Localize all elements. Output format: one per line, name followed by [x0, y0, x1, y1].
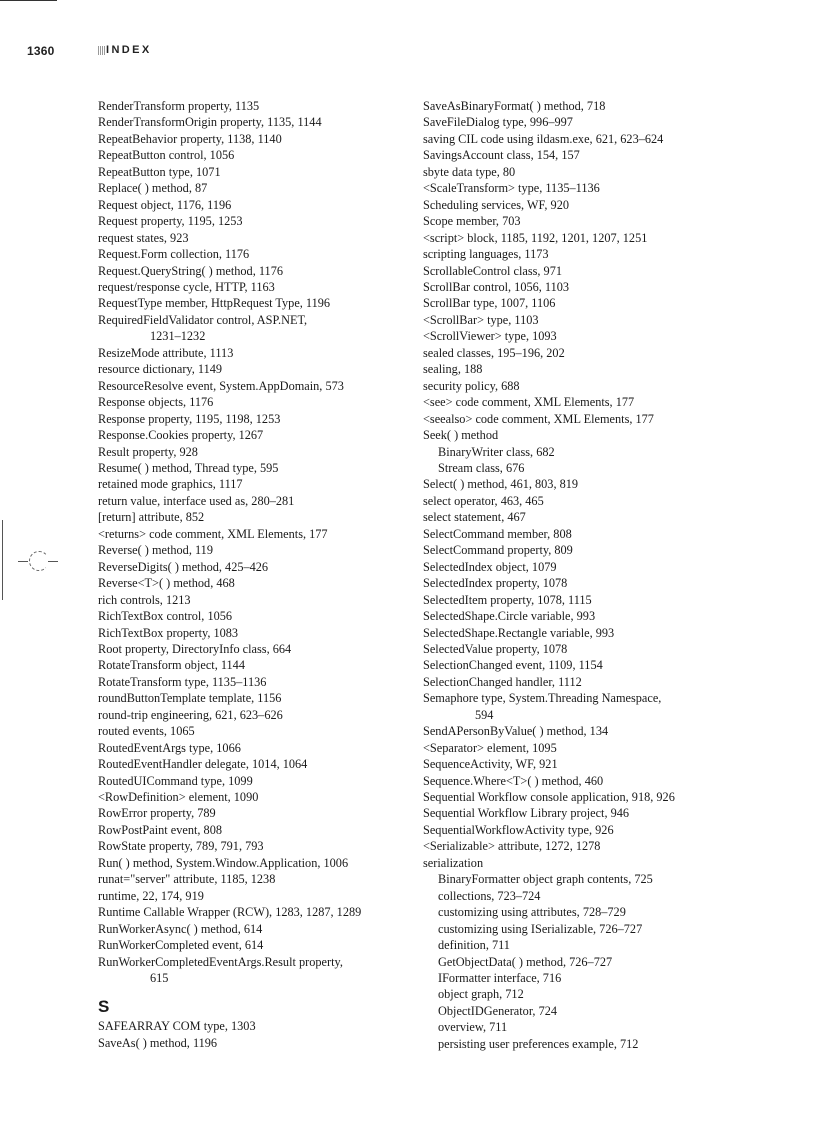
- index-subentry: [423, 904, 723, 920]
- index-entry: [423, 559, 723, 575]
- index-entry: [423, 114, 723, 130]
- index-entry: [98, 756, 418, 772]
- index-entry: [423, 625, 723, 641]
- entry-text: Root property, DirectoryInfo class, 664: [98, 641, 292, 656]
- index-entry: [98, 460, 418, 476]
- index-entry: [98, 789, 418, 805]
- entry-text: RoutedUICommand type, 1099: [98, 773, 253, 788]
- entry-text: SavingsAccount class, 154, 157: [423, 148, 580, 163]
- entry-text: ObjectIDGenerator, 724: [438, 1003, 558, 1018]
- entry-continuation: 594: [475, 707, 494, 722]
- index-subentry: [423, 1019, 723, 1035]
- index-entry: [98, 937, 418, 953]
- entry-text: BinaryFormatter object graph contents, 725: [438, 872, 653, 887]
- entry-text: RowPostPaint event, 808: [98, 822, 222, 837]
- index-entry: [98, 230, 418, 246]
- entry-text: <Separator> element, 1095: [423, 740, 557, 755]
- entry-text: serialization: [423, 855, 484, 870]
- index-entry: [423, 575, 723, 591]
- index-entry: [98, 493, 418, 509]
- index-entry: [98, 378, 418, 394]
- entry-text: Runtime Callable Wrapper (RCW), 1283, 1287, 1289: [98, 905, 362, 920]
- entry-text: ReverseDigits( ) method, 425–426: [98, 559, 269, 574]
- index-entry: [98, 1018, 418, 1034]
- page-number: 1360: [27, 44, 55, 58]
- index-entry: [423, 131, 723, 147]
- index-entry: [423, 509, 723, 525]
- section-title: INDEX: [106, 44, 152, 56]
- index-entry: [423, 230, 723, 246]
- entry-text: retained mode graphics, 1117: [98, 477, 243, 492]
- entry-text: SequenceActivity, WF, 921: [423, 757, 558, 772]
- index-subentry: [423, 986, 723, 1002]
- index-entry: [98, 246, 418, 262]
- entry-text: Sequential Workflow Library project, 946: [423, 806, 630, 821]
- entry-text: Stream class, 676: [438, 460, 525, 475]
- index-subentry: [423, 1036, 723, 1052]
- entry-text: RoutedEventArgs type, 1066: [98, 740, 241, 755]
- index-entry: [423, 147, 723, 163]
- entry-text: RoutedEventHandler delegate, 1014, 1064: [98, 757, 308, 772]
- index-entry: [423, 164, 723, 180]
- entry-text: RowState property, 789, 791, 793: [98, 839, 264, 854]
- entry-text: Reverse<T>( ) method, 468: [98, 576, 235, 591]
- entry-text: BinaryWriter class, 682: [438, 444, 555, 459]
- entry-text: RotateTransform type, 1135–1136: [98, 674, 267, 689]
- index-entry: [98, 641, 418, 657]
- index-subentry: [423, 970, 723, 986]
- entry-text: Semaphore type, System.Threading Namespace,: [423, 691, 662, 706]
- entry-text: return value, interface used as, 280–281: [98, 493, 295, 508]
- entry-text: RotateTransform object, 1144: [98, 658, 245, 673]
- entry-text: overview, 711: [438, 1020, 508, 1035]
- index-entry: [98, 773, 418, 789]
- entry-text: Scheduling services, WF, 920: [423, 197, 569, 212]
- entry-text: customizing using attributes, 728–729: [438, 905, 626, 920]
- entry-text: security policy, 688: [423, 378, 520, 393]
- entry-text: SelectionChanged handler, 1112: [423, 674, 582, 689]
- index-entry: [98, 855, 418, 871]
- index-subentry: [423, 921, 723, 937]
- index-entry: [98, 625, 418, 641]
- letter-heading-s: S: [98, 997, 110, 1017]
- entry-text: ScrollBar control, 1056, 1103: [423, 279, 570, 294]
- entry-text: request states, 923: [98, 230, 189, 245]
- entry-text: select statement, 467: [423, 510, 526, 525]
- entry-text: Request.Form collection, 1176: [98, 247, 250, 262]
- entry-text: runat="server" attribute, 1185, 1238: [98, 872, 276, 887]
- crop-mark: [0, 520, 62, 600]
- index-subentry: [423, 444, 723, 460]
- index-entry: [423, 690, 723, 723]
- index-entry: [98, 707, 418, 723]
- entry-text: SaveAs( ) method, 1196: [98, 1035, 218, 1050]
- index-subentry: [423, 888, 723, 904]
- entry-text: request/response cycle, HTTP, 1163: [98, 279, 275, 294]
- entry-text: <see> code comment, XML Elements, 177: [423, 395, 635, 410]
- index-entry: [98, 838, 418, 854]
- index-entry: [98, 427, 418, 443]
- index-entry: [423, 773, 723, 789]
- index-subentry: [423, 460, 723, 476]
- entry-text: Run( ) method, System.Window.Application, 1006: [98, 855, 349, 870]
- index-entry: [423, 263, 723, 279]
- index-entry: [98, 805, 418, 821]
- index-entry: [423, 592, 723, 608]
- index-entry: [423, 526, 723, 542]
- index-entry: [98, 114, 418, 130]
- index-entry: [98, 509, 418, 525]
- entry-text: select operator, 463, 465: [423, 493, 544, 508]
- index-entry: [98, 394, 418, 410]
- entry-text: ResizeMode attribute, 1113: [98, 345, 234, 360]
- index-entry: [423, 723, 723, 739]
- entry-text: Seek( ) method: [423, 428, 499, 443]
- entry-text: definition, 711: [438, 938, 510, 953]
- entry-text: Request property, 1195, 1253: [98, 214, 243, 229]
- entry-text: RepeatButton control, 1056: [98, 148, 235, 163]
- entry-text: SendAPersonByValue( ) method, 134: [423, 724, 609, 739]
- index-entry: [423, 674, 723, 690]
- index-entry: [98, 740, 418, 756]
- entry-text: resource dictionary, 1149: [98, 362, 223, 377]
- entry-text: SelectCommand member, 808: [423, 526, 572, 541]
- index-entry: [98, 197, 418, 213]
- index-entry: [423, 427, 723, 443]
- index-subentry: [423, 937, 723, 953]
- index-entry: [423, 476, 723, 492]
- entry-text: Request.QueryString( ) method, 1176: [98, 263, 283, 278]
- entry-text: sbyte data type, 80: [423, 164, 516, 179]
- entry-text: SelectedItem property, 1078, 1115: [423, 592, 592, 607]
- entry-text: SAFEARRAY COM type, 1303: [98, 1019, 256, 1034]
- index-entry: [423, 328, 723, 344]
- index-entry: [98, 131, 418, 147]
- entry-text: Resume( ) method, Thread type, 595: [98, 460, 279, 475]
- entry-text: Sequential Workflow console application, 918, 926: [423, 790, 675, 805]
- entry-continuation: 615: [150, 971, 169, 986]
- top-rule: [0, 0, 57, 1]
- index-entry: [98, 164, 418, 180]
- entry-text: routed events, 1065: [98, 724, 195, 739]
- index-entry: [98, 954, 418, 987]
- index-entry: [98, 312, 418, 345]
- index-entry: [98, 147, 418, 163]
- index-entry: [98, 592, 418, 608]
- index-entry: [423, 180, 723, 196]
- entry-text: Scope member, 703: [423, 214, 521, 229]
- right-entries: [423, 98, 723, 1052]
- entry-text: GetObjectData( ) method, 726–727: [438, 954, 613, 969]
- entry-text: SelectedShape.Rectangle variable, 993: [423, 625, 615, 640]
- page-header: [0, 44, 816, 60]
- index-entry: [98, 476, 418, 492]
- entry-text: <RowDefinition> element, 1090: [98, 790, 259, 805]
- index-entry: [98, 345, 418, 361]
- index-entry: [98, 888, 418, 904]
- entry-text: <seealso> code comment, XML Elements, 177: [423, 411, 654, 426]
- index-entry: [98, 921, 418, 937]
- index-entry: [423, 789, 723, 805]
- index-entry: [98, 608, 418, 624]
- index-entry: [423, 394, 723, 410]
- index-entry: [423, 411, 723, 427]
- index-entry: [98, 279, 418, 295]
- entry-text: Response property, 1195, 1198, 1253: [98, 411, 281, 426]
- entry-text: sealed classes, 195–196, 202: [423, 345, 565, 360]
- index-entry: [98, 526, 418, 542]
- left-s-entries: [98, 1018, 418, 1051]
- index-entry: [423, 608, 723, 624]
- index-entry: [98, 542, 418, 558]
- index-entry: [423, 312, 723, 328]
- index-entry: [423, 295, 723, 311]
- index-entry: [98, 559, 418, 575]
- entry-text: Result property, 928: [98, 444, 198, 459]
- entry-text: Request object, 1176, 1196: [98, 197, 232, 212]
- entry-text: scripting languages, 1173: [423, 247, 549, 262]
- left-column: [98, 98, 418, 1051]
- entry-text: SelectionChanged event, 1109, 1154: [423, 658, 603, 673]
- entry-text: RichTextBox property, 1083: [98, 625, 239, 640]
- entry-text: runtime, 22, 174, 919: [98, 888, 204, 903]
- entry-text: <ScrollBar> type, 1103: [423, 312, 539, 327]
- entry-text: <script> block, 1185, 1192, 1201, 1207, 1251: [423, 230, 648, 245]
- section-marker: [98, 46, 105, 55]
- index-entry: [423, 805, 723, 821]
- index-entry: [423, 345, 723, 361]
- entry-text: SelectedShape.Circle variable, 993: [423, 609, 596, 624]
- index-entry: [423, 542, 723, 558]
- entry-text: RunWorkerAsync( ) method, 614: [98, 921, 263, 936]
- index-entry: [98, 674, 418, 690]
- entry-text: SaveAsBinaryFormat( ) method, 718: [423, 99, 606, 113]
- entry-text: <returns> code comment, XML Elements, 177: [98, 526, 328, 541]
- index-entry: [423, 641, 723, 657]
- entry-text: RepeatButton type, 1071: [98, 164, 221, 179]
- index-entry: [423, 246, 723, 262]
- index-entry: [98, 263, 418, 279]
- entry-text: RunWorkerCompletedEventArgs.Result property,: [98, 954, 343, 969]
- entry-text: RequiredFieldValidator control, ASP.NET,: [98, 312, 308, 327]
- index-entry: [423, 361, 723, 377]
- index-entry: [423, 98, 723, 114]
- entry-text: Select( ) method, 461, 803, 819: [423, 477, 579, 492]
- entry-text: Replace( ) method, 87: [98, 181, 208, 196]
- index-entry: [98, 361, 418, 377]
- index-entry: [98, 213, 418, 229]
- entry-text: Reverse( ) method, 119: [98, 543, 213, 558]
- index-entry: [98, 904, 418, 920]
- index-entry: [423, 213, 723, 229]
- entry-text: RichTextBox control, 1056: [98, 609, 233, 624]
- entry-text: collections, 723–724: [438, 888, 541, 903]
- index-entry: [423, 838, 723, 854]
- entry-text: Response.Cookies property, 1267: [98, 428, 264, 443]
- entry-text: <Serializable> attribute, 1272, 1278: [423, 839, 601, 854]
- entry-text: RenderTransformOrigin property, 1135, 1144: [98, 115, 322, 130]
- entry-text: SelectedValue property, 1078: [423, 641, 568, 656]
- entry-text: <ScrollViewer> type, 1093: [423, 329, 557, 344]
- index-subentry: [423, 954, 723, 970]
- index-subentry: [423, 871, 723, 887]
- entry-text: saving CIL code using ildasm.exe, 621, 623–624: [423, 131, 664, 146]
- entry-text: <ScaleTransform> type, 1135–1136: [423, 181, 600, 196]
- index-entry: [98, 295, 418, 311]
- entry-text: Sequence.Where<T>( ) method, 460: [423, 773, 604, 788]
- right-column: [423, 98, 723, 1052]
- index-entry: [423, 378, 723, 394]
- index-entry: [423, 279, 723, 295]
- index-entry: [98, 180, 418, 196]
- entry-text: SequentialWorkflowActivity type, 926: [423, 822, 614, 837]
- entry-text: RowError property, 789: [98, 806, 216, 821]
- index-entry: [98, 1035, 418, 1051]
- index-entry: [98, 657, 418, 673]
- index-entry: [98, 690, 418, 706]
- index-entry: [98, 444, 418, 460]
- entry-text: IFormatter interface, 716: [438, 971, 562, 986]
- entry-text: rich controls, 1213: [98, 592, 191, 607]
- index-entry: [423, 756, 723, 772]
- index-entry: [98, 822, 418, 838]
- entry-text: RenderTransform property, 1135: [98, 99, 260, 113]
- index-entry: [423, 493, 723, 509]
- entry-text: round-trip engineering, 621, 623–626: [98, 707, 283, 722]
- entry-text: RepeatBehavior property, 1138, 1140: [98, 131, 282, 146]
- index-entry: [423, 855, 723, 871]
- entry-text: Response objects, 1176: [98, 395, 214, 410]
- entry-text: customizing using ISerializable, 726–727: [438, 921, 643, 936]
- entry-text: sealing, 188: [423, 362, 483, 377]
- entry-text: RunWorkerCompleted event, 614: [98, 938, 264, 953]
- entry-text: object graph, 712: [438, 987, 524, 1002]
- index-entry: [423, 657, 723, 673]
- index-entry: [98, 98, 418, 114]
- entry-text: ResourceResolve event, System.AppDomain, 573: [98, 378, 344, 393]
- index-entry: [423, 822, 723, 838]
- entry-text: RequestType member, HttpRequest Type, 1196: [98, 296, 331, 311]
- index-entry: [423, 740, 723, 756]
- index-subentry: [423, 1003, 723, 1019]
- entry-text: SelectedIndex object, 1079: [423, 559, 557, 574]
- entry-continuation: 1231–1232: [150, 329, 206, 344]
- index-entry: [98, 871, 418, 887]
- entry-text: [return] attribute, 852: [98, 510, 205, 525]
- index-entry: [98, 575, 418, 591]
- index-entry: [423, 197, 723, 213]
- index-entry: [98, 723, 418, 739]
- entry-text: SelectedIndex property, 1078: [423, 576, 568, 591]
- index-entry: [98, 411, 418, 427]
- entry-text: ScrollableControl class, 971: [423, 263, 563, 278]
- entry-text: persisting user preferences example, 712: [438, 1036, 639, 1051]
- entry-text: SelectCommand property, 809: [423, 543, 573, 558]
- entry-text: SaveFileDialog type, 996–997: [423, 115, 573, 130]
- entry-text: ScrollBar type, 1007, 1106: [423, 296, 556, 311]
- left-entries: [98, 98, 418, 986]
- entry-text: roundButtonTemplate template, 1156: [98, 691, 282, 706]
